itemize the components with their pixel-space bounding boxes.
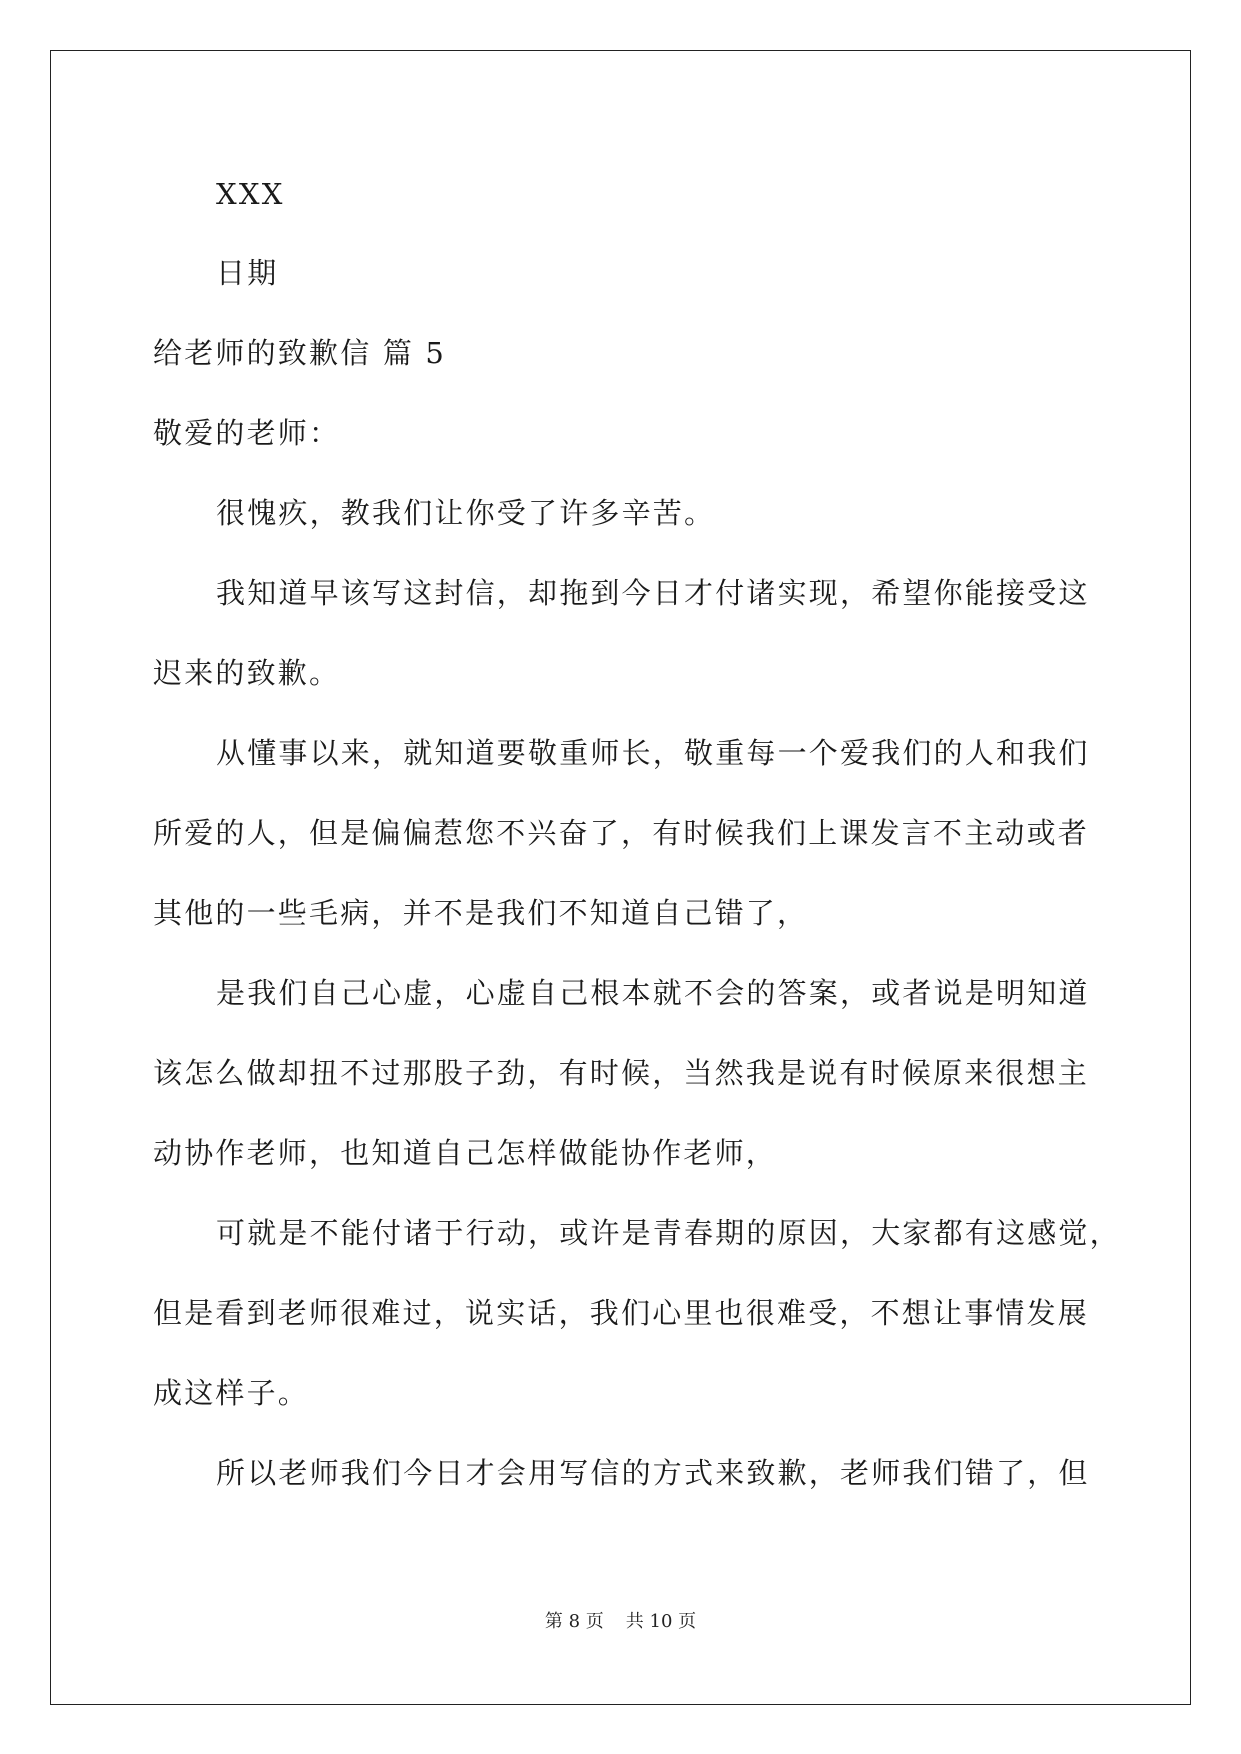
body-line: 是我们自己心虚，心虚自己根本就不会的答案，或者说是明知道 xyxy=(216,976,1090,1010)
page-number: 第 8 页 xyxy=(544,1611,604,1632)
body-line: 该怎么做却扭不过那股子劲，有时候，当然我是说有时候原来很想主 xyxy=(153,1056,1090,1090)
body-line: 可就是不能付诸于行动，或许是青春期的原因，大家都有这感觉， xyxy=(216,1216,1121,1250)
body-line: 成这样子。 xyxy=(153,1376,310,1410)
section-title: 给老师的致歉信 篇 5 xyxy=(153,336,447,370)
page-footer xyxy=(0,1610,1241,1634)
page-total: 共 10 页 xyxy=(625,1611,697,1632)
body-line: 我知道早该写这封信，却拖到今日才付诸实现，希望你能接受这 xyxy=(216,576,1090,610)
body-line: 所爱的人，但是偏偏惹您不兴奋了，有时候我们上课发言不主动或者 xyxy=(153,816,1090,850)
signature-text: XXX xyxy=(216,177,285,211)
date-label: 日期 xyxy=(216,256,279,290)
body-line: 很愧疚，教我们让你受了许多辛苦。 xyxy=(216,496,716,530)
body-line: 但是看到老师很难过，说实话，我们心里也很难受，不想让事情发展 xyxy=(153,1296,1090,1330)
body-line: 所以老师我们今日才会用写信的方式来致歉，老师我们错了，但 xyxy=(216,1456,1090,1490)
body-line: 动协作老师，也知道自己怎样做能协作老师， xyxy=(153,1136,778,1170)
body-line: 迟来的致歉。 xyxy=(153,656,341,690)
salutation: 敬爱的老师： xyxy=(153,416,341,450)
body-line: 从懂事以来，就知道要敬重师长，敬重每一个爱我们的人和我们 xyxy=(216,736,1090,770)
body-line: 其他的一些毛病，并不是我们不知道自己错了， xyxy=(153,896,809,930)
